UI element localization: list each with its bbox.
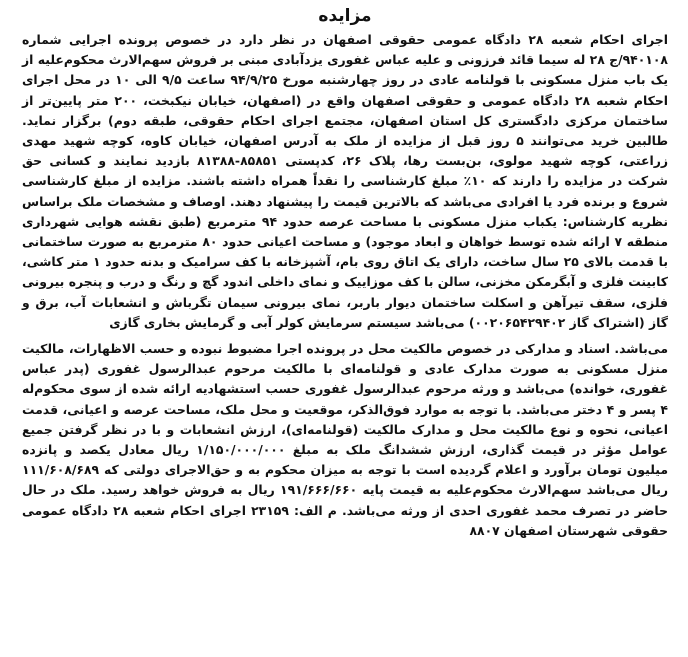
notice-paragraph-2: می‌باشد. اسناد و مدارکی در خصوص مالکیت محل در پرونده اجرا مضبوط نبوده و حسب الاظهارات، مالکیت منزل مسکونی به صورت مدارک عادی و قولنامه‌ای با مالکیت مرحوم عبدالرسول غفوری (پدر عباس غفوری، خوانده) می‌باشد و ورثه مرحوم عبدالرسول غفوری حسب استشهادیه ارائه شده از سوی محکوم‌له ۴ پسر و ۴ دختر می‌باشد. با توجه به موارد فوق‌الذکر، موقعیت و محل ملک، مساحت عرصه و اعیانی، قدمت اعیانی، نحوه و نوع مالکیت محل و مدارک مالکیت (قولنامه‌ای)، ارزش انشعابات و با در نظر گرفتن جمیع عوامل مؤثر در قیمت گذاری، ارزش ششدانگ ملک به مبلغ ۱/۱۵۰/۰۰۰/۰۰۰ ریال معادل یکصد و پانزده میلیون تومان برآورد و اعلام گردیده است با توجه به میزان محکوم به و حق‌الاجرای دولتی که ۱۱۱/۶۰۸/۶۸۹ ریال می‌باشد سهم‌الارث محکوم‌علیه به قیمت پایه ۱۹۱/۶۶۶/۶۶۰ ریال به فروش خواهد رسید. ملک در حال حاضر در تصرف محمد غفوری احدی از ورثه می‌باشد. م الف: ۲۳۱۵۹ اجرای احکام شعبه ۲۸ دادگاه عمومی حقوقی شهرستان اصفهان ۸۸۰۷ bbox=[22, 341, 669, 538]
notice-paragraph-1: اجرای احکام شعبه ۲۸ دادگاه عمومی حقوقی اصفهان در نظر دارد در خصوص پرونده اجرایی شماره ۹۴۰۱۰۸/ج ۲۸ له سیما قائد فرزونی و علیه عباس غفوری یزدآبادی مبنی بر فروش سهم‌الارث محکوم‌علیه از یک باب منزل مسکونی با قولنامه عادی در روز چهارشنبه مورخ ۹۴/۹/۲۵ ساعت ۹/۵ الی ۱۰ در محل اجرای احکام شعبه ۲۸ دادگاه عمومی و حقوقی اصفهان واقع در (اصفهان، خیابان نیکبخت، ۲۰۰ متر پایین‌تر از ساختمان مرکزی دادگستری کل استان اصفهان، مجتمع اجرای احکام حقوقی، طبقه دوم) برگزار نماید. طالبین خرید می‌توانند ۵ روز قبل از مزایده از ملک به آدرس اصفهان، خیابان کاوه، کوچه شهید مهدی زراعتی، کوچه شهید مولوی، بن‌بست رها، پلاک ۲۶، کدپستی ۸۵۸۵۱-۸۱۳۸۸ بازدید نمایند و کسانی حق شرکت در مزایده را دارند که ۱۰٪ مبلغ کارشناسی را نقداً همراه داشته باشند. مزایده از مبلغ کارشناسی شروع و برنده فرد یا افرادی می‌باشد که بالاترین قیمت را پیشنهاد دهند. اوصاف و مشخصات ملک براساس نظریه کارشناس: یکباب منزل مسکونی با مساحت عرصه حدود ۹۴ مترمربع (طبق نقشه هوایی شهرداری منطقه ۷ ارائه شده توسط خواهان و ابعاد موجود) و مساحت اعیانی حدود ۸۰ مترمربع به صورت ساختمانی با قدمت بالای ۲۵ سال ساخت، دارای یک اتاق روی بام، آشپزخانه با کف سرامیک و بدنه حدود ۱ متر کاشی، کابینت فلزی و آبگرمکن مخزنی، سالن با کف موزاییک و نمای داخلی اندود گچ و رنگ و درب و پنجره بیرونی فلزی، سقف تیرآهن و اسکلت ساختمان دیوار باربر، نمای بیرونی سیمان تگرباش و انشعابات آب، برق و گاز (اشتراک گاز ۰۰۲۰۶۵۴۲۹۴۰۲) می‌باشد سیستم سرمایش کولر آبی و گرمایش بخاری گازی bbox=[22, 32, 669, 330]
notice-title: مزایده bbox=[318, 6, 372, 26]
